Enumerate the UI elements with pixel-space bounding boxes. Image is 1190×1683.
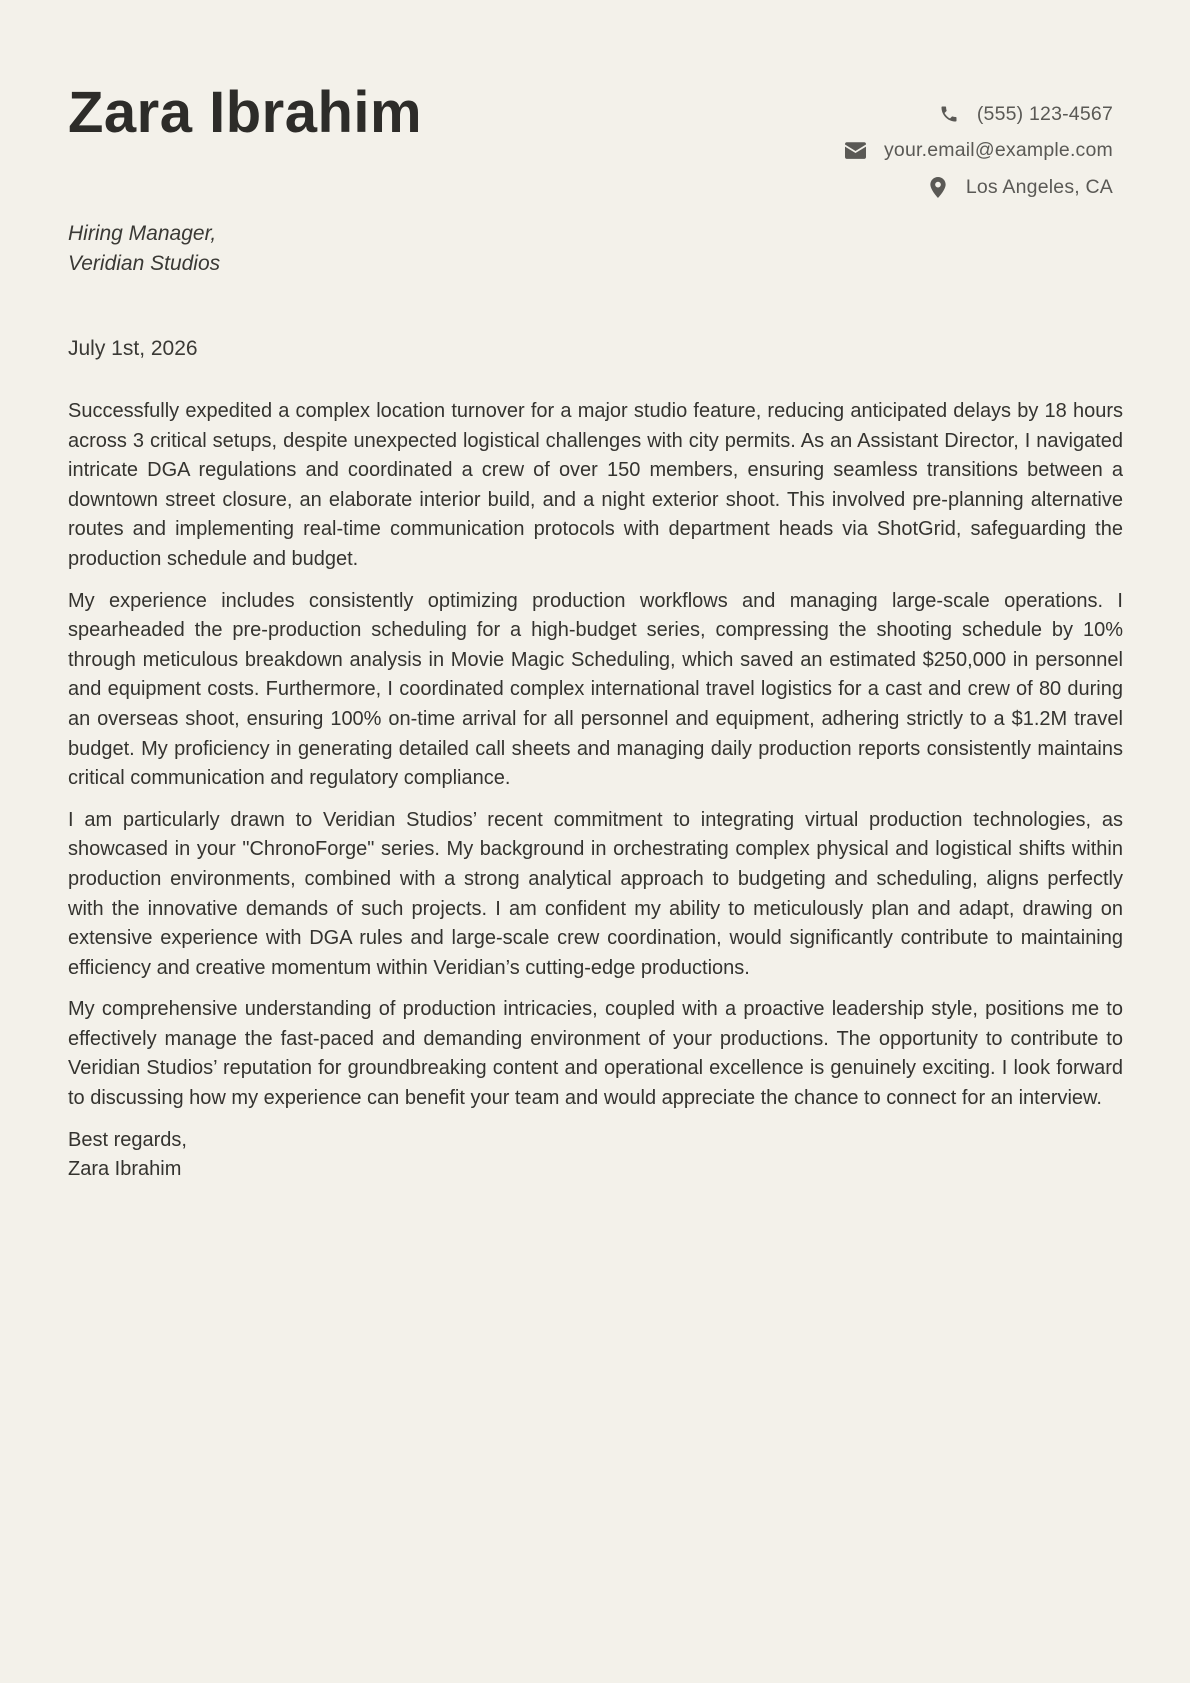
contact-email <box>845 133 1113 170</box>
location-text: Los Angeles, CA <box>965 175 1113 198</box>
contact-location <box>845 169 1113 206</box>
body-paragraph: Successfully expedited a complex location turnover for a major studio feature, reducing anticipated delays by 18 hours across 3 critical setups, despite unexpected logistical challenges with city permits. As an Assistant Director, I navigated intricate DGA regulations and coordinated a crew of over 150 members, ensuring seamless transitions between a downtown street closure, an elaborate interior build, and a night exterior shoot. This involved pre-planning alternative routes and implementing real-time communication protocols with department heads via ShotGrid, safeguarding the production schedule and budget. <box>68 400 1123 570</box>
recipient-block <box>68 219 220 279</box>
contact-info <box>845 96 1113 206</box>
body-paragraph: I am particularly drawn to Veridian Studios’ recent commitment to integrating virtual production technologies, as showcased in your "ChronoForge" series. My background in orchestrating complex physical and logistical shifts within production environments, combined with a strong analytical approach to budgeting and scheduling, aligns perfectly with the innovative demands of such projects. I am confident my ability to meticulously plan and adapt, drawing on extensive experience with DGA rules and large-scale crew coordination, would significantly contribute to maintaining efficiency and creative momentum within Veridian’s cutting-edge productions. <box>68 808 1123 979</box>
closing-signature: Zara Ibrahim <box>68 1158 182 1181</box>
closing-block <box>68 1126 1123 1185</box>
phone-icon <box>938 103 960 125</box>
contact-phone <box>845 96 1113 133</box>
letter-body <box>68 397 1123 1185</box>
cover-letter-page <box>68 0 1123 1683</box>
map-pin-icon <box>927 176 949 198</box>
phone-text: (555) 123-4567 <box>976 102 1113 125</box>
recipient-company: Veridian Studios <box>68 252 221 275</box>
email-text: your.email@example.com <box>883 139 1113 162</box>
applicant-name: Zara Ibrahim <box>68 80 423 145</box>
closing-salutation: Best regards, <box>68 1128 187 1151</box>
recipient-title: Hiring Manager, <box>68 222 217 245</box>
letter-header <box>68 78 1123 198</box>
body-paragraph: My comprehensive understanding of production intricacies, coupled with a proactive leadership style, positions me to effectively manage the fast-paced and demanding environment of your productions. The opportunity to contribute to Veridian Studios’ reputation for groundbreaking content and operational excellence is genuinely exciting. I look forward to discussing how my experience can benefit your team and would appreciate the chance to connect for an interview. <box>68 998 1123 1110</box>
body-paragraph: My experience includes consistently optimizing production workflows and managing large-scale operations. I spearheaded the pre-production scheduling for a high-budget series, compressing the shooting schedule by 10% through meticulous breakdown analysis in Movie Magic Scheduling, which saved an estimated $250,000 in personnel and equipment costs. Furthermore, I coordinated complex international travel logistics for a cast and crew of 80 during an overseas shoot, ensuring 100% on-time arrival for all personnel and equipment, adhering strictly to a $1.2M travel budget. My proficiency in generating detailed call sheets and managing daily production reports consistently maintains critical communication and regulatory compliance. <box>68 589 1123 790</box>
envelope-icon <box>845 140 867 162</box>
letter-date: July 1st, 2026 <box>68 337 198 360</box>
